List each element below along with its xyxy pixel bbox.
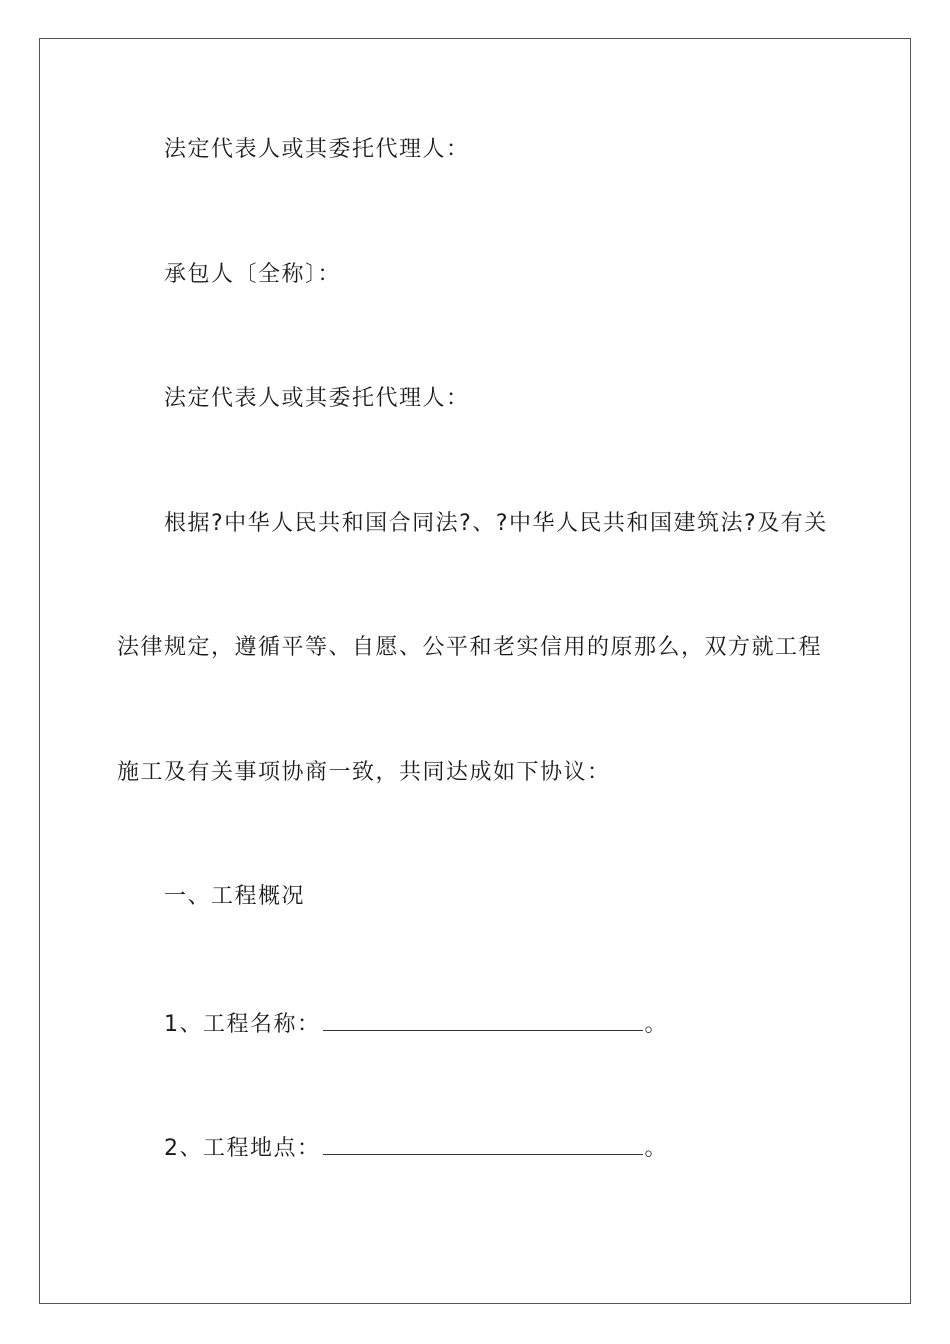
- field-project-name-label: 1、工程名称：: [164, 1012, 321, 1037]
- paragraph-basis-line-2: 法律规定，遵循平等、自愿、公平和老实信用的原那么，双方就工程: [117, 635, 823, 660]
- field-project-location-end: 。: [644, 1136, 669, 1161]
- paragraph-basis-line-1: 根据?中华人民共和国合同法?、?中华人民共和国建筑法?及有关: [164, 511, 828, 536]
- paragraph-contractor: 承包人〔全称〕：: [164, 262, 342, 287]
- field-project-location: [164, 1132, 668, 1164]
- page-border: [39, 38, 911, 1304]
- field-project-name-end: 。: [644, 1012, 669, 1037]
- field-project-location-label: 2、工程地点：: [164, 1136, 321, 1161]
- paragraph-legal-rep-1: 法定代表人或其委托代理人：: [164, 137, 470, 162]
- paragraph-legal-rep-2: 法定代表人或其委托代理人：: [164, 386, 470, 411]
- field-project-name: [164, 1008, 668, 1040]
- paragraph-basis-line-3: 施工及有关事项协商一致，共同达成如下协议：: [117, 760, 611, 785]
- project-location-blank[interactable]: [323, 1132, 643, 1155]
- project-name-blank[interactable]: [323, 1008, 643, 1031]
- section-heading-project-overview: 一、工程概况: [164, 884, 306, 909]
